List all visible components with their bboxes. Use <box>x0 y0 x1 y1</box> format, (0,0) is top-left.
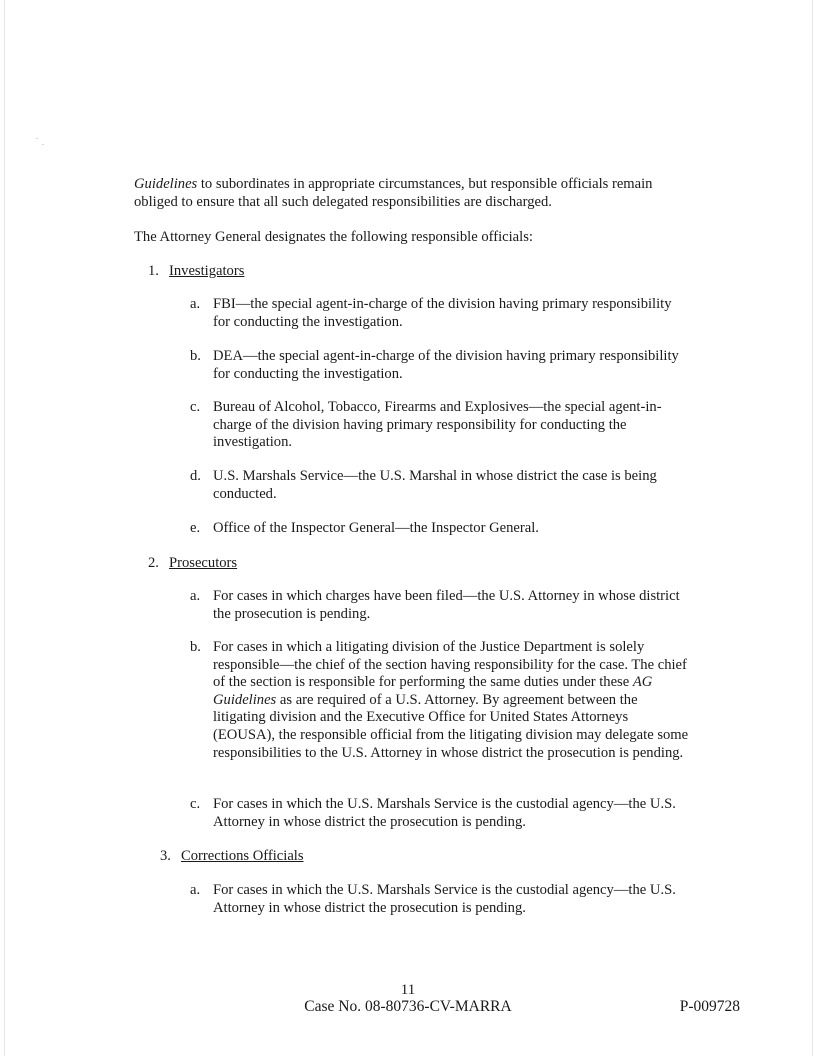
page-number: 11 <box>400 982 416 998</box>
item-letter: d. <box>190 468 201 484</box>
item-letter: c. <box>190 796 201 812</box>
list-item <box>190 639 690 762</box>
section-number: 3. <box>160 848 171 864</box>
list-item <box>190 882 690 917</box>
right-scan-edge <box>812 0 813 1056</box>
case-number: Case No. 08-80736-CV-MARRA <box>304 998 512 1015</box>
item-text <box>213 639 690 762</box>
left-scan-edge <box>4 0 5 1056</box>
item-text: For cases in which the U.S. Marshals Service is the custodial agency—the U.S. Attorney in whose district the prosecution is pending. <box>213 882 676 916</box>
intro-paragraph <box>134 176 694 211</box>
intro-italic: Guidelines <box>134 176 198 192</box>
item-text: U.S. Marshals Service—the U.S. Marshal in whose district the case is being conducted. <box>213 468 657 502</box>
list-item <box>190 296 690 331</box>
list-item <box>190 468 690 503</box>
designation-paragraph: The Attorney General designates the following responsible officials: <box>134 229 533 245</box>
item-letter: b. <box>190 348 201 364</box>
item-letter: e. <box>190 520 201 536</box>
section-number: 2. <box>148 555 159 571</box>
item-text: FBI—the special agent-in-charge of the division having primary responsibility for conducting the investigation. <box>213 296 672 330</box>
scan-speck <box>36 138 38 139</box>
item-letter: a. <box>190 882 201 898</box>
item-letter: a. <box>190 588 201 604</box>
list-item <box>190 588 690 623</box>
intro-text: to subordinates in appropriate circumstances, but responsible officials remain obliged to ensure that all such delegated responsibilities are discharged. <box>134 176 653 210</box>
item-letter: a. <box>190 296 201 312</box>
item-letter: b. <box>190 639 201 655</box>
section-heading-corrections <box>160 848 304 866</box>
item-text-italic: AG Guidelines <box>213 674 653 708</box>
scan-speck <box>42 144 44 145</box>
item-text-part: For cases in which a litigating division of the Justice Department is solely responsible—the chief of the section having responsibility for the case. The chief of the section is responsible for performing the same duties under these <box>213 639 687 691</box>
bates-number: P-009728 <box>679 998 740 1015</box>
item-text: Bureau of Alcohol, Tobacco, Firearms and Explosives—the special agent-in-charge of the division having primary responsibility for conducting the investigation. <box>213 399 662 451</box>
list-item <box>190 399 690 452</box>
section-number: 1. <box>148 263 159 279</box>
section-heading-prosecutors <box>148 555 237 573</box>
item-text: Office of the Inspector General—the Inspector General. <box>213 520 539 536</box>
item-text: For cases in which charges have been filed—the U.S. Attorney in whose district the prosecution is pending. <box>213 588 680 622</box>
list-item <box>190 348 690 383</box>
section-title: Prosecutors <box>169 555 238 571</box>
section-title: Corrections Officials <box>181 848 304 864</box>
item-letter: c. <box>190 399 201 415</box>
section-title: Investigators <box>169 263 245 279</box>
list-item <box>190 520 690 538</box>
section-heading-investigators <box>148 263 244 281</box>
item-text: For cases in which the U.S. Marshals Service is the custodial agency—the U.S. Attorney in whose district the prosecution is pending. <box>213 796 676 830</box>
item-text-part: as are required of a U.S. Attorney. By agreement between the litigating division and the Executive Office for United States Attorneys (EOUSA), the responsible official from the litigating division may delegate some responsibilities to the U.S. Attorney in whose district the prosecution is pending. <box>213 691 689 761</box>
item-text: DEA—the special agent-in-charge of the division having primary responsibility for conducting the investigation. <box>213 348 679 382</box>
list-item <box>190 796 690 831</box>
